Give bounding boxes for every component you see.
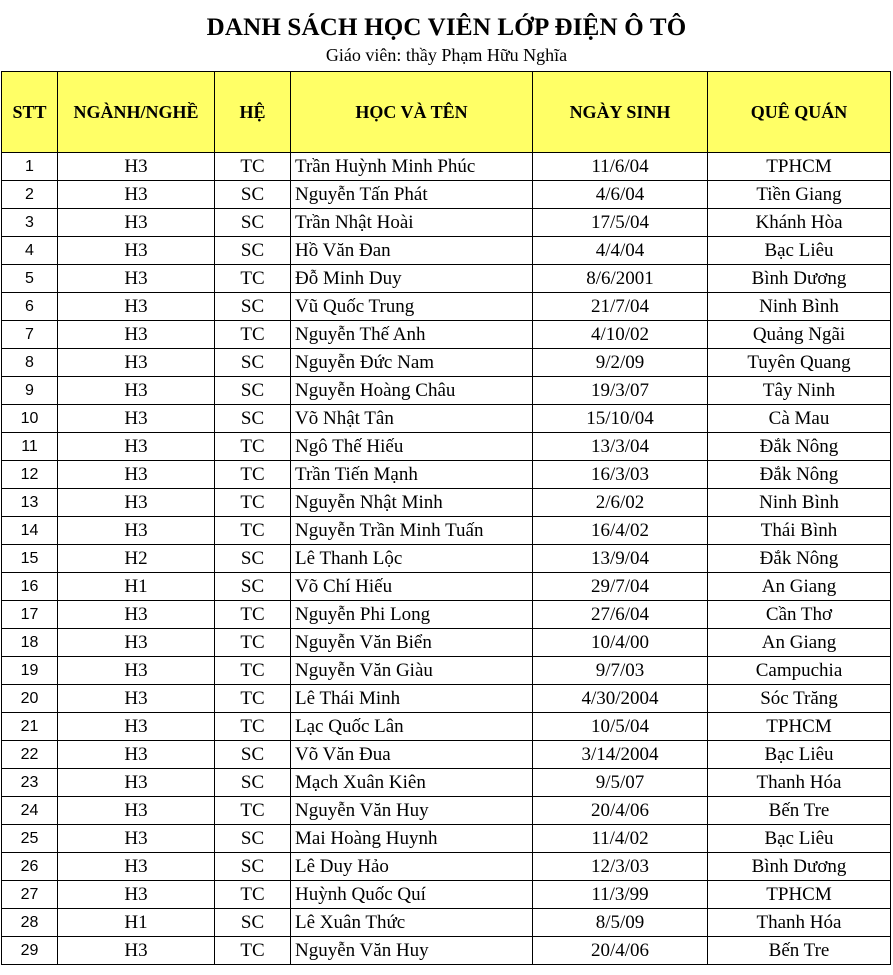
- cell-he: SC: [215, 349, 291, 377]
- cell-stt: 21: [2, 713, 58, 741]
- cell-nganh-nghe: H3: [58, 825, 215, 853]
- cell-que-quan: Sóc Trăng: [708, 685, 891, 713]
- cell-nganh-nghe: H3: [58, 517, 215, 545]
- table-row: [2, 657, 891, 685]
- cell-ho-va-ten: Nguyễn Nhật Minh: [291, 489, 533, 517]
- cell-he: SC: [215, 209, 291, 237]
- table-row: [2, 293, 891, 321]
- cell-que-quan: Đắk Nông: [708, 461, 891, 489]
- cell-he: SC: [215, 237, 291, 265]
- cell-he: SC: [215, 545, 291, 573]
- cell-ngay-sinh: 13/9/04: [533, 545, 708, 573]
- cell-he: TC: [215, 797, 291, 825]
- cell-ho-va-ten: Vũ Quốc Trung: [291, 293, 533, 321]
- cell-ngay-sinh: 8/5/09: [533, 909, 708, 937]
- cell-ngay-sinh: 17/5/04: [533, 209, 708, 237]
- cell-que-quan: Thanh Hóa: [708, 909, 891, 937]
- cell-ho-va-ten: Nguyễn Hoàng Châu: [291, 377, 533, 405]
- cell-ngay-sinh: 2/6/02: [533, 489, 708, 517]
- cell-stt: 20: [2, 685, 58, 713]
- cell-nganh-nghe: H3: [58, 601, 215, 629]
- table-body: [2, 153, 891, 965]
- cell-nganh-nghe: H3: [58, 181, 215, 209]
- cell-he: TC: [215, 657, 291, 685]
- cell-que-quan: Quảng Ngãi: [708, 321, 891, 349]
- cell-he: SC: [215, 181, 291, 209]
- table-row: [2, 909, 891, 937]
- cell-nganh-nghe: H3: [58, 713, 215, 741]
- cell-stt: 27: [2, 881, 58, 909]
- cell-ngay-sinh: 11/6/04: [533, 153, 708, 181]
- header-ngay-sinh: NGÀY SINH: [533, 72, 708, 153]
- table-row: [2, 349, 891, 377]
- cell-que-quan: TPHCM: [708, 713, 891, 741]
- table-row: [2, 629, 891, 657]
- cell-nganh-nghe: H3: [58, 209, 215, 237]
- cell-que-quan: Khánh Hòa: [708, 209, 891, 237]
- cell-ngay-sinh: 8/6/2001: [533, 265, 708, 293]
- table-row: [2, 881, 891, 909]
- cell-nganh-nghe: H3: [58, 881, 215, 909]
- cell-nganh-nghe: H3: [58, 489, 215, 517]
- cell-que-quan: Cần Thơ: [708, 601, 891, 629]
- cell-ho-va-ten: Mạch Xuân Kiên: [291, 769, 533, 797]
- student-table: [1, 71, 891, 965]
- cell-he: TC: [215, 713, 291, 741]
- cell-ho-va-ten: Trần Tiến Mạnh: [291, 461, 533, 489]
- cell-nganh-nghe: H3: [58, 321, 215, 349]
- cell-ho-va-ten: Nguyễn Trần Minh Tuấn: [291, 517, 533, 545]
- table-row: [2, 237, 891, 265]
- cell-he: TC: [215, 489, 291, 517]
- cell-ngay-sinh: 10/5/04: [533, 713, 708, 741]
- cell-nganh-nghe: H3: [58, 741, 215, 769]
- cell-nganh-nghe: H1: [58, 909, 215, 937]
- table-row: [2, 545, 891, 573]
- cell-nganh-nghe: H3: [58, 629, 215, 657]
- cell-ho-va-ten: Nguyễn Văn Biển: [291, 629, 533, 657]
- table-row: [2, 685, 891, 713]
- cell-stt: 9: [2, 377, 58, 405]
- cell-stt: 4: [2, 237, 58, 265]
- cell-stt: 14: [2, 517, 58, 545]
- teacher-subtitle: Giáo viên: thầy Phạm Hữu Nghĩa: [325, 45, 568, 65]
- cell-nganh-nghe: H3: [58, 685, 215, 713]
- table-row: [2, 321, 891, 349]
- table-row: [2, 377, 891, 405]
- cell-ho-va-ten: Lê Duy Hảo: [291, 853, 533, 881]
- cell-que-quan: Đắk Nông: [708, 433, 891, 461]
- cell-nganh-nghe: H3: [58, 433, 215, 461]
- cell-nganh-nghe: H3: [58, 853, 215, 881]
- cell-stt: 23: [2, 769, 58, 797]
- cell-ngay-sinh: 21/7/04: [533, 293, 708, 321]
- header-stt: STT: [2, 72, 58, 153]
- cell-ho-va-ten: Võ Nhật Tân: [291, 405, 533, 433]
- cell-que-quan: Campuchia: [708, 657, 891, 685]
- cell-ngay-sinh: 20/4/06: [533, 797, 708, 825]
- cell-stt: 22: [2, 741, 58, 769]
- cell-he: TC: [215, 881, 291, 909]
- cell-ho-va-ten: Nguyễn Tấn Phát: [291, 181, 533, 209]
- cell-que-quan: Tiền Giang: [708, 181, 891, 209]
- table-row: [2, 489, 891, 517]
- table-row: [2, 769, 891, 797]
- cell-ho-va-ten: Nguyễn Thế Anh: [291, 321, 533, 349]
- table-row: [2, 601, 891, 629]
- cell-que-quan: Bến Tre: [708, 937, 891, 965]
- cell-nganh-nghe: H3: [58, 657, 215, 685]
- cell-nganh-nghe: H1: [58, 573, 215, 601]
- table-row: [2, 405, 891, 433]
- cell-he: SC: [215, 377, 291, 405]
- cell-que-quan: TPHCM: [708, 153, 891, 181]
- cell-he: TC: [215, 629, 291, 657]
- cell-nganh-nghe: H3: [58, 153, 215, 181]
- cell-ngay-sinh: 11/3/99: [533, 881, 708, 909]
- cell-que-quan: Tuyên Quang: [708, 349, 891, 377]
- table-row: [2, 517, 891, 545]
- cell-ho-va-ten: Nguyễn Văn Giàu: [291, 657, 533, 685]
- table-row: [2, 209, 891, 237]
- cell-nganh-nghe: H3: [58, 237, 215, 265]
- cell-nganh-nghe: H2: [58, 545, 215, 573]
- cell-he: SC: [215, 825, 291, 853]
- document-title: DANH SÁCH HỌC VIÊN LỚP ĐIỆN Ô TÔ: [206, 14, 687, 41]
- table-row: [2, 713, 891, 741]
- cell-he: SC: [215, 741, 291, 769]
- cell-ho-va-ten: Lạc Quốc Lân: [291, 713, 533, 741]
- cell-ngay-sinh: 9/5/07: [533, 769, 708, 797]
- cell-stt: 5: [2, 265, 58, 293]
- cell-he: TC: [215, 685, 291, 713]
- header-nganh-nghe: NGÀNH/NGHỀ: [58, 72, 215, 153]
- cell-he: SC: [215, 909, 291, 937]
- cell-he: TC: [215, 937, 291, 965]
- header-he: HỆ: [215, 72, 291, 153]
- cell-ngay-sinh: 20/4/06: [533, 937, 708, 965]
- cell-ngay-sinh: 4/30/2004: [533, 685, 708, 713]
- cell-ho-va-ten: Võ Chí Hiếu: [291, 573, 533, 601]
- cell-stt: 2: [2, 181, 58, 209]
- table-header: [2, 72, 891, 153]
- cell-stt: 29: [2, 937, 58, 965]
- cell-he: SC: [215, 769, 291, 797]
- cell-ho-va-ten: Nguyễn Đức Nam: [291, 349, 533, 377]
- cell-stt: 10: [2, 405, 58, 433]
- cell-ngay-sinh: 13/3/04: [533, 433, 708, 461]
- cell-stt: 3: [2, 209, 58, 237]
- cell-ngay-sinh: 9/7/03: [533, 657, 708, 685]
- cell-he: TC: [215, 153, 291, 181]
- cell-he: TC: [215, 433, 291, 461]
- cell-stt: 12: [2, 461, 58, 489]
- cell-stt: 18: [2, 629, 58, 657]
- table-row: [2, 741, 891, 769]
- cell-ngay-sinh: 29/7/04: [533, 573, 708, 601]
- cell-stt: 17: [2, 601, 58, 629]
- cell-ho-va-ten: Đỗ Minh Duy: [291, 265, 533, 293]
- cell-que-quan: Thái Bình: [708, 517, 891, 545]
- cell-stt: 28: [2, 909, 58, 937]
- cell-ngay-sinh: 27/6/04: [533, 601, 708, 629]
- cell-ngay-sinh: 16/4/02: [533, 517, 708, 545]
- cell-he: TC: [215, 461, 291, 489]
- cell-ho-va-ten: Ngô Thế Hiếu: [291, 433, 533, 461]
- cell-ho-va-ten: Nguyễn Văn Huy: [291, 937, 533, 965]
- cell-stt: 24: [2, 797, 58, 825]
- cell-ngay-sinh: 4/10/02: [533, 321, 708, 349]
- cell-nganh-nghe: H3: [58, 349, 215, 377]
- cell-ngay-sinh: 4/4/04: [533, 237, 708, 265]
- cell-ho-va-ten: Nguyễn Văn Huy: [291, 797, 533, 825]
- cell-stt: 13: [2, 489, 58, 517]
- cell-he: SC: [215, 853, 291, 881]
- cell-ho-va-ten: Lê Thái Minh: [291, 685, 533, 713]
- cell-que-quan: Đắk Nông: [708, 545, 891, 573]
- table-row: [2, 853, 891, 881]
- cell-ngay-sinh: 12/3/03: [533, 853, 708, 881]
- cell-ho-va-ten: Trần Nhật Hoài: [291, 209, 533, 237]
- table-row: [2, 573, 891, 601]
- cell-ngay-sinh: 9/2/09: [533, 349, 708, 377]
- cell-nganh-nghe: H3: [58, 293, 215, 321]
- table-row: [2, 937, 891, 965]
- cell-stt: 1: [2, 153, 58, 181]
- cell-stt: 7: [2, 321, 58, 349]
- cell-stt: 16: [2, 573, 58, 601]
- cell-ho-va-ten: Trần Huỳnh Minh Phúc: [291, 153, 533, 181]
- header-que-quan: QUÊ QUÁN: [708, 72, 891, 153]
- cell-nganh-nghe: H3: [58, 265, 215, 293]
- cell-he: SC: [215, 573, 291, 601]
- cell-ho-va-ten: Hồ Văn Đan: [291, 237, 533, 265]
- cell-ngay-sinh: 19/3/07: [533, 377, 708, 405]
- cell-que-quan: Bình Dương: [708, 853, 891, 881]
- cell-que-quan: Bạc Liêu: [708, 237, 891, 265]
- cell-ngay-sinh: 11/4/02: [533, 825, 708, 853]
- cell-he: SC: [215, 293, 291, 321]
- cell-nganh-nghe: H3: [58, 461, 215, 489]
- table-row: [2, 265, 891, 293]
- cell-stt: 11: [2, 433, 58, 461]
- cell-ngay-sinh: 10/4/00: [533, 629, 708, 657]
- table-row: [2, 797, 891, 825]
- cell-nganh-nghe: H3: [58, 797, 215, 825]
- cell-que-quan: Tây Ninh: [708, 377, 891, 405]
- cell-stt: 6: [2, 293, 58, 321]
- cell-que-quan: Bạc Liêu: [708, 825, 891, 853]
- cell-he: TC: [215, 601, 291, 629]
- cell-que-quan: An Giang: [708, 629, 891, 657]
- cell-stt: 8: [2, 349, 58, 377]
- table-row: [2, 433, 891, 461]
- cell-nganh-nghe: H3: [58, 769, 215, 797]
- cell-que-quan: An Giang: [708, 573, 891, 601]
- cell-que-quan: Ninh Bình: [708, 293, 891, 321]
- cell-nganh-nghe: H3: [58, 377, 215, 405]
- cell-ho-va-ten: Lê Thanh Lộc: [291, 545, 533, 573]
- table-row: [2, 825, 891, 853]
- cell-ho-va-ten: Huỳnh Quốc Quí: [291, 881, 533, 909]
- cell-ho-va-ten: Lê Xuân Thức: [291, 909, 533, 937]
- cell-que-quan: Bình Dương: [708, 265, 891, 293]
- cell-he: TC: [215, 517, 291, 545]
- header-ho-va-ten: HỌC VÀ TÊN: [291, 72, 533, 153]
- cell-nganh-nghe: H3: [58, 405, 215, 433]
- cell-nganh-nghe: H3: [58, 937, 215, 965]
- cell-que-quan: Bến Tre: [708, 797, 891, 825]
- cell-ngay-sinh: 16/3/03: [533, 461, 708, 489]
- cell-que-quan: TPHCM: [708, 881, 891, 909]
- cell-ngay-sinh: 15/10/04: [533, 405, 708, 433]
- cell-que-quan: Thanh Hóa: [708, 769, 891, 797]
- cell-stt: 26: [2, 853, 58, 881]
- cell-he: TC: [215, 321, 291, 349]
- cell-ngay-sinh: 3/14/2004: [533, 741, 708, 769]
- cell-que-quan: Ninh Bình: [708, 489, 891, 517]
- cell-stt: 15: [2, 545, 58, 573]
- cell-ho-va-ten: Mai Hoàng Huynh: [291, 825, 533, 853]
- cell-he: SC: [215, 405, 291, 433]
- cell-que-quan: Bạc Liêu: [708, 741, 891, 769]
- cell-que-quan: Cà Mau: [708, 405, 891, 433]
- cell-stt: 19: [2, 657, 58, 685]
- table-row: [2, 153, 891, 181]
- cell-ho-va-ten: Nguyễn Phi Long: [291, 601, 533, 629]
- cell-ho-va-ten: Võ Văn Đua: [291, 741, 533, 769]
- cell-ngay-sinh: 4/6/04: [533, 181, 708, 209]
- cell-he: TC: [215, 265, 291, 293]
- cell-stt: 25: [2, 825, 58, 853]
- table-row: [2, 461, 891, 489]
- table-row: [2, 181, 891, 209]
